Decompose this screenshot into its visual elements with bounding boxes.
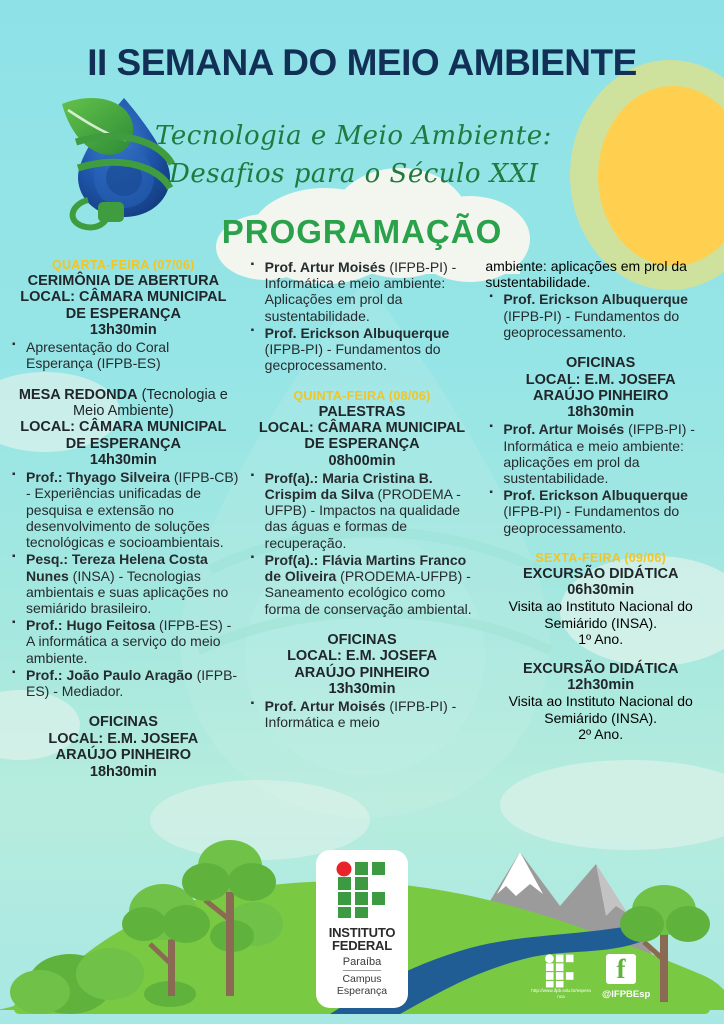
block-title-line: OFICINAS bbox=[88, 714, 158, 731]
column-middle bbox=[247, 258, 478, 731]
activity-description: (INSA) - Tecnologias ambientais e suas aplicações no semiárido brasileiro. bbox=[26, 567, 229, 616]
block-time: 08h00min bbox=[328, 452, 396, 469]
block-time: 13h30min bbox=[328, 681, 396, 697]
facebook-handle[interactable]: @IFPBEsp bbox=[602, 989, 651, 1000]
activity-list bbox=[485, 291, 716, 340]
block-detail-line: Visita ao Instituto Nacional do bbox=[508, 598, 693, 615]
schedule-columns bbox=[8, 258, 716, 838]
block-detail-line: Visita ao Instituto Nacional do bbox=[508, 693, 693, 710]
social-links bbox=[528, 952, 678, 1010]
block-detail-line: Semiárido (INSA). bbox=[544, 614, 658, 631]
activity-speaker: Prof. Erickson Albuquerque bbox=[503, 291, 688, 308]
activity-description: (IFPB-PI) - Informática e meio bbox=[264, 698, 457, 731]
activity-speaker: Pesq.: Tereza Helena Costa Nunes bbox=[26, 551, 208, 584]
block-title-line: LOCAL: E.M. JOSEFA bbox=[287, 648, 437, 665]
block-title-line: LOCAL: CÂMARA MUNICIPAL bbox=[20, 419, 227, 436]
subtitle-line-1: Tecnologia e Meio Ambiente: bbox=[155, 121, 552, 151]
block-title-line: CERIMÔNIA DE ABERTURA bbox=[27, 273, 220, 289]
activity-item bbox=[485, 421, 716, 486]
instituto-federal-logo bbox=[316, 850, 408, 1008]
block-detail-line: Semiárido (INSA). bbox=[544, 709, 658, 726]
block-title: MESA REDONDA (Tecnologia e Meio Ambiente) bbox=[18, 386, 228, 419]
activity-speaker: Prof. Artur Moisés bbox=[503, 421, 625, 438]
activity-item bbox=[247, 259, 478, 324]
block-title-line: ARAÚJO PINHEIRO bbox=[533, 387, 669, 404]
continuation-text: ambiente: aplicações em prol da sustentabilidade. bbox=[485, 258, 687, 291]
activity-description: (IFPB-ES) - A informática a serviço do meio ambiente. bbox=[26, 617, 232, 666]
activity-speaker: Prof. Erickson Albuquerque bbox=[503, 487, 688, 504]
block-detail-line: 2º Ano. bbox=[578, 725, 624, 742]
block-title-line: PALESTRAS bbox=[318, 403, 406, 420]
logo-state: Paraíba bbox=[343, 956, 382, 971]
website-if-icon[interactable] bbox=[544, 954, 576, 988]
column-left bbox=[8, 258, 239, 780]
activity-item bbox=[8, 339, 239, 371]
activity-item bbox=[8, 617, 239, 666]
block-spacer bbox=[8, 700, 239, 714]
website-url[interactable]: http://www.ifpb.edu.br/esperanca bbox=[531, 988, 591, 999]
block-title-line: DE ESPERANÇA bbox=[304, 436, 420, 453]
block-title-line: ARAÚJO PINHEIRO bbox=[55, 747, 192, 764]
day-header: QUARTA-FEIRA (07/06) bbox=[51, 258, 195, 272]
block-title-line: EXCURSÃO DIDÁTICA bbox=[522, 661, 679, 678]
activity-speaker: Prof. Erickson Albuquerque bbox=[264, 324, 450, 341]
activity-item bbox=[247, 470, 478, 551]
block-time: 18h30min bbox=[89, 763, 157, 780]
logo-campus-line-1: Campus bbox=[342, 973, 382, 985]
page-title: II SEMANA DO MEIO AMBIENTE bbox=[87, 42, 637, 83]
block-title-line: DE ESPERANÇA bbox=[65, 435, 181, 452]
block-time: 18h30min bbox=[567, 404, 635, 421]
block-title-line: ARAÚJO PINHEIRO bbox=[294, 664, 430, 681]
activity-speaker: Prof.: João Paulo Aragão bbox=[26, 666, 193, 683]
day-header: QUINTA-FEIRA (08/06) bbox=[293, 388, 431, 403]
subtitle-line-2: Desafios para o Século XXI bbox=[169, 158, 539, 189]
activity-item bbox=[247, 552, 478, 617]
activity-speaker: Prof. Artur Moisés bbox=[264, 259, 386, 275]
logo-institution-name bbox=[329, 926, 396, 952]
block-time: 14h30min bbox=[89, 452, 157, 469]
block-detail-line: 1º Ano. bbox=[578, 630, 624, 647]
activity-list bbox=[247, 259, 478, 374]
block-spacer bbox=[247, 618, 478, 632]
activity-speaker: Prof(a).: Maria Cristina B. Crispim da Silva bbox=[264, 469, 433, 502]
facebook-icon[interactable]: f bbox=[606, 954, 636, 984]
block-title-line: DE ESPERANÇA bbox=[65, 305, 181, 322]
block-title-line: LOCAL: CÂMARA MUNICIPAL bbox=[20, 289, 227, 306]
activity-description: (PRODEMA - UFPB) - Impactos na qualidade das águas e formas de recuperação. bbox=[264, 486, 461, 551]
logo-institution-line-2: FEDERAL bbox=[331, 938, 392, 953]
program-heading: PROGRAMAÇÃO bbox=[221, 213, 503, 250]
activity-description: Apresentação do Coral Esperança (IFPB-ES) bbox=[26, 339, 170, 372]
block-spacer bbox=[247, 375, 478, 389]
activity-list bbox=[247, 698, 478, 730]
logo-campus bbox=[337, 974, 387, 998]
activity-description: (IFPB-PI) - Informática e meio ambiente: Aplicações em prol da sustentabilidade. bbox=[264, 259, 457, 324]
activity-description: (IFPB-ES) - Mediador. bbox=[26, 666, 238, 700]
activity-description: (PRODEMA-UFPB) - Saneamento ecológico como forma de conservação ambiental. bbox=[264, 568, 472, 617]
block-title-line: OFICINAS bbox=[566, 355, 636, 372]
block-spacer bbox=[485, 341, 716, 355]
column-right bbox=[485, 258, 716, 742]
activity-item bbox=[8, 551, 239, 616]
activity-list bbox=[485, 421, 716, 536]
activity-item bbox=[485, 291, 716, 340]
block-title-line: OFICINAS bbox=[327, 631, 397, 648]
activity-description: (IFPB-PI) - Fundamentos do geoprocessamento. bbox=[503, 307, 680, 340]
activity-list bbox=[8, 469, 239, 699]
block-spacer bbox=[8, 373, 239, 387]
activity-list bbox=[8, 339, 239, 371]
block-time: 13h30min bbox=[89, 322, 157, 339]
block-spacer bbox=[485, 647, 716, 661]
day-header: SEXTA-FEIRA (09/06) bbox=[535, 550, 667, 565]
activity-description: (IFPB-CB) - Experiências unificadas de pesquisa e extensão no desenvolvimento de soluções tecnológicas e socioambientais. bbox=[26, 469, 239, 551]
block-title-line: LOCAL: E.M. JOSEFA bbox=[525, 371, 676, 388]
activity-item bbox=[247, 325, 478, 374]
activity-speaker: Prof.: Thyago Silveira bbox=[26, 469, 170, 486]
activity-speaker: Prof(a).: Flávia Martins Franco de Oliveira bbox=[264, 551, 467, 585]
logo-campus-line-2: Esperança bbox=[336, 984, 388, 997]
block-time: 12h30min bbox=[567, 677, 635, 694]
activity-speaker: Prof.: Hugo Feitosa bbox=[26, 617, 156, 634]
activity-description: (IFPB-PI) - Fundamentos do gecprocessamento. bbox=[264, 341, 441, 374]
block-title-line: EXCURSÃO DIDÁTICA bbox=[522, 565, 679, 582]
block-title-line: LOCAL: CÂMARA MUNICIPAL bbox=[258, 420, 466, 437]
activity-item bbox=[8, 667, 239, 699]
block-time: 06h30min bbox=[567, 582, 635, 599]
activity-description: (IFPB-PI) - Fundamentos do geoprocessamento. bbox=[503, 503, 680, 536]
activity-description: (IFPB-PI) - Informática e meio ambiente: aplicações em prol da sustentabilidade. bbox=[503, 421, 695, 486]
activity-speaker: Prof. Artur Moisés bbox=[264, 698, 386, 714]
activity-item bbox=[485, 487, 716, 536]
activity-item bbox=[8, 469, 239, 550]
logo-institution-line-1: INSTITUTO bbox=[328, 925, 396, 940]
activity-item bbox=[247, 698, 478, 730]
poster-subtitle bbox=[155, 118, 575, 193]
block-spacer bbox=[485, 537, 716, 551]
if-grid-icon bbox=[336, 861, 388, 919]
activity-list bbox=[247, 470, 478, 617]
block-title-line: LOCAL: E.M. JOSEFA bbox=[48, 730, 199, 747]
